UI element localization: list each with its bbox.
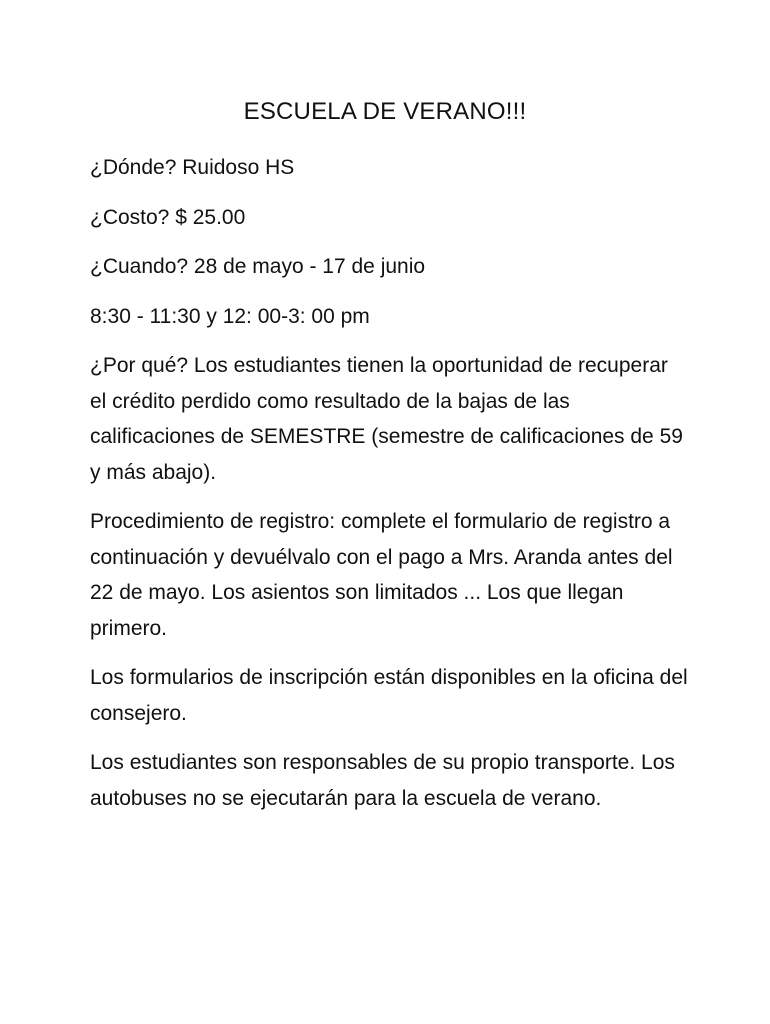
transport-paragraph: Los estudiantes son responsables de su propio transporte. Los autobuses no se ejecutarán para la escuela de verano. bbox=[90, 751, 675, 810]
forms-paragraph: Los formularios de inscripción están disponibles en la oficina del consejero. bbox=[90, 666, 688, 725]
location-line: ¿Dónde? Ruidoso HS bbox=[90, 156, 295, 179]
document-body bbox=[90, 150, 690, 830]
registration-paragraph: Procedimiento de registro: complete el formulario de registro a continuación y devuélvalo con el pago a Mrs. Aranda antes del 22 de mayo. Los asientos son limitados ... Los que llegan primero. bbox=[90, 510, 673, 640]
hours-line: 8:30 - 11:30 y 12: 00-3: 00 pm bbox=[90, 304, 370, 328]
purpose-paragraph: ¿Por qué? Los estudiantes tienen la oportunidad de recuperar el crédito perdido como resultado de la bajas de las calificaciones de SEMESTRE (semestre de calificaciones de 59 y más abajo). bbox=[90, 354, 683, 484]
cost-line: ¿Costo? $ 25.00 bbox=[90, 205, 246, 229]
document-title: ESCUELA DE VERANO!!! bbox=[243, 98, 527, 125]
dates-line: ¿Cuando? 28 de mayo - 17 de junio bbox=[90, 255, 426, 278]
